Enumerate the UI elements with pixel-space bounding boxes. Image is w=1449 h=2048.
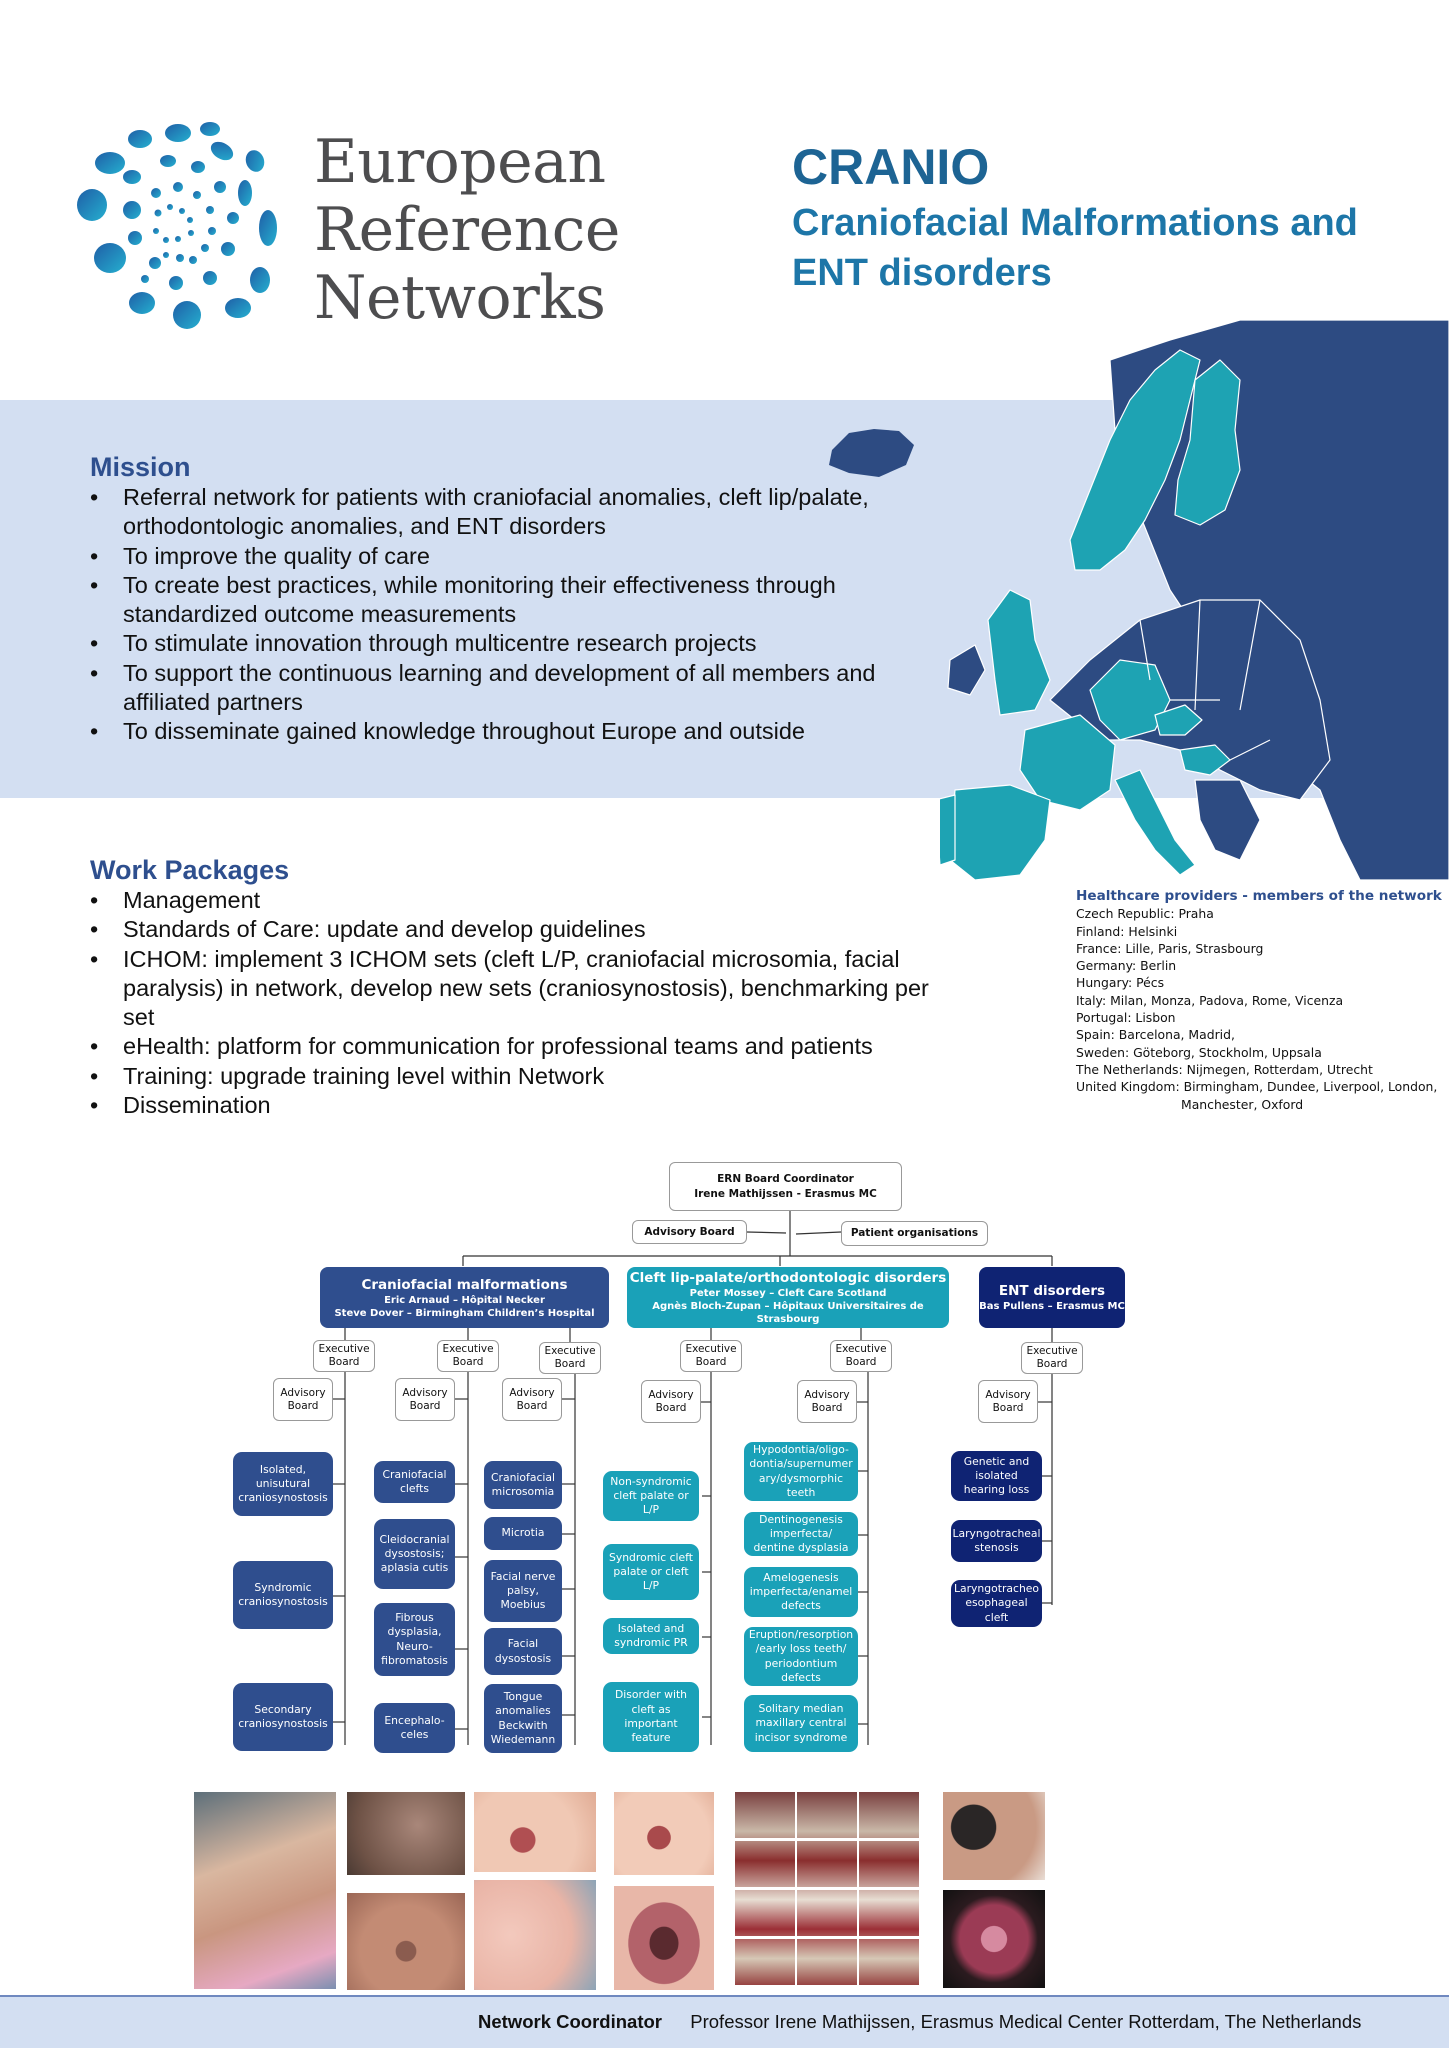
- list-item: • To improve the quality of care: [90, 542, 960, 571]
- leaf-craniofacial-microsomia: Craniofacial microsomia: [484, 1461, 562, 1509]
- leaf-secondary-craniosynostosis: Secondary craniosynostosis: [233, 1683, 333, 1751]
- clinical-photo: [614, 1792, 714, 1875]
- leaf-disorder-with-cleft: Disorder with cleft as important feature: [603, 1682, 699, 1752]
- executive-board-box: Executive Board: [539, 1342, 601, 1374]
- list-item: • To disseminate gained knowledge throughout Europe and outside: [90, 717, 960, 746]
- clinical-photo: [943, 1792, 1045, 1880]
- healthcare-providers-title: Healthcare providers - members of the network: [1076, 888, 1442, 904]
- board-coordinator-box: ERN Board Coordinator Irene Mathijssen - Erasmus MC: [669, 1162, 902, 1211]
- page-title: CRANIO: [792, 139, 990, 195]
- provider-line: Czech Republic: Praha: [1076, 906, 1214, 922]
- executive-board-box: Executive Board: [1021, 1342, 1083, 1374]
- leaf-microtia: Microtia: [484, 1517, 562, 1550]
- clinical-photo: [474, 1880, 596, 1990]
- page-subtitle: Craniofacial Malformations and ENT disorders: [792, 202, 1358, 294]
- clinical-photo: [474, 1792, 596, 1872]
- leaf-dentinogenesis: Dentinogenesis imperfecta/ dentine dysplasia: [744, 1512, 858, 1556]
- clinical-photo: [614, 1886, 714, 1990]
- provider-line: Finland: Helsinki: [1076, 923, 1178, 939]
- clinical-photo: [347, 1893, 465, 1990]
- executive-board-box: Executive Board: [313, 1340, 375, 1372]
- leaf-craniofacial-clefts: Craniofacial clefts: [374, 1461, 455, 1503]
- leaf-amelogenesis: Amelogenesis imperfecta/enamel defects: [744, 1567, 858, 1617]
- list-item: • To create best practices, while monitoring their effectiveness through standardized outcome measurements: [90, 571, 960, 630]
- provider-line: Sweden: Göteborg, Stockholm, Uppsala: [1076, 1044, 1322, 1060]
- list-item: • To stimulate innovation through multicentre research projects: [90, 629, 960, 658]
- patient-organisations-box: Patient organisations: [841, 1221, 988, 1246]
- list-item: • Referral network for patients with craniofacial anomalies, cleft lip/palate, orthodontologic anomalies, and ENT disorders: [90, 483, 960, 542]
- clinical-photo: [733, 1792, 919, 1988]
- footer-text: Professor Irene Mathijssen, Erasmus Medical Center Rotterdam, The Netherlands: [690, 2011, 1362, 2032]
- footer-label: Network Coordinator: [478, 2011, 662, 2032]
- provider-line: The Netherlands: Nijmegen, Rotterdam, Utrecht: [1076, 1061, 1373, 1077]
- cleft-header: Cleft lip-palate/orthodontologic disorders Peter Mossey – Cleft Care Scotland Agnès Bloch-Zupan – Hôpitaux Universitaires de Strasbourg: [627, 1267, 949, 1328]
- leaf-eruption-resorption: Eruption/resorption /early loss teeth/ periodontium defects: [744, 1627, 858, 1686]
- clinical-photo: [347, 1792, 465, 1875]
- advisory-board-box: Advisory Board: [395, 1378, 455, 1421]
- leaf-fibrous-dysplasia: Fibrous dysplasia, Neuro-fibromatosis: [374, 1603, 455, 1676]
- leaf-encephaloceles: Encephalo-celes: [374, 1703, 455, 1753]
- list-item: • eHealth: platform for communication for professional teams and patients: [90, 1032, 960, 1061]
- leaf-genetic-hearing-loss: Genetic and isolated hearing loss: [951, 1451, 1042, 1501]
- executive-board-box: Executive Board: [680, 1340, 742, 1372]
- leaf-laryngotracheal-stenosis: Laryngotracheal stenosis: [951, 1520, 1042, 1562]
- leaf-hypodontia: Hypodontia/oligo-dontia/supernumer ary/dysmorphic teeth: [744, 1442, 858, 1501]
- mission-title: Mission: [90, 452, 191, 482]
- provider-line: Portugal: Lisbon: [1076, 1010, 1176, 1026]
- list-item: • Training: upgrade training level within Network: [90, 1062, 960, 1091]
- provider-line: Manchester, Oxford: [1181, 1096, 1304, 1112]
- advisory-board-box: Advisory Board: [502, 1378, 562, 1421]
- clinical-photo: [943, 1890, 1045, 1988]
- work-packages-title: Work Packages: [90, 855, 290, 885]
- advisory-board-box: Advisory Board: [797, 1380, 857, 1423]
- leaf-cleidocranial: Cleidocranial dysostosis; aplasia cutis: [374, 1519, 455, 1589]
- executive-board-box: Executive Board: [830, 1340, 892, 1372]
- leaf-syndromic-cleft: Syndromic cleft palate or cleft L/P: [603, 1544, 699, 1600]
- craniofacial-header: Craniofacial malformations Eric Arnaud – Hôpital Necker Steve Dover – Birmingham Children’s Hospital: [320, 1267, 609, 1328]
- provider-line: Spain: Barcelona, Madrid,: [1076, 1027, 1235, 1043]
- list-item: • Dissemination: [90, 1091, 960, 1120]
- executive-board-box: Executive Board: [437, 1340, 499, 1372]
- list-item: • To support the continuous learning and development of all members and affiliated partners: [90, 659, 960, 718]
- list-item: • ICHOM: implement 3 ICHOM sets (cleft L/P, craniofacial microsomia, facial paralysis) in network, develop new sets (craniosynostosis), benchmarking per set: [90, 945, 960, 1033]
- provider-line: France: Lille, Paris, Strasbourg: [1076, 940, 1264, 956]
- list-item: • Standards of Care: update and develop guidelines: [90, 915, 960, 944]
- leaf-syndromic-craniosynostosis: Syndromic craniosynostosis: [233, 1561, 333, 1629]
- leaf-facial-nerve-palsy: Facial nerve palsy, Moebius: [484, 1560, 562, 1622]
- footer: [478, 2011, 1361, 2033]
- ent-header: ENT disorders Bas Pullens – Erasmus MC: [979, 1267, 1125, 1328]
- provider-line: Hungary: Pécs: [1076, 975, 1165, 991]
- leaf-solitary-incisor: Solitary median maxillary central incisor syndrome: [744, 1695, 858, 1752]
- advisory-board-top-box: Advisory Board: [632, 1220, 747, 1244]
- leaf-facial-dysostosis: Facial dysostosis: [484, 1628, 562, 1675]
- leaf-non-syndromic-cleft: Non-syndromic cleft palate or L/P: [603, 1471, 699, 1521]
- leaf-isolated-craniosynostosis: Isolated, unisutural craniosynostosis: [233, 1452, 333, 1516]
- clinical-photo: [194, 1792, 336, 1989]
- advisory-board-box: Advisory Board: [978, 1380, 1038, 1423]
- ern-logo-text: European Reference Networks: [314, 127, 620, 333]
- leaf-tongue-anomalies: Tongue anomalies Beckwith Wiedemann: [484, 1684, 562, 1753]
- provider-line: Germany: Berlin: [1076, 958, 1177, 974]
- leaf-laryngotracheo-cleft: Laryngotracheo esophageal cleft: [951, 1580, 1042, 1627]
- list-item: • Management: [90, 886, 960, 915]
- advisory-board-box: Advisory Board: [641, 1380, 701, 1423]
- provider-line: United Kingdom: Birmingham, Dundee, Liverpool, London,: [1076, 1079, 1438, 1095]
- advisory-board-box: Advisory Board: [273, 1378, 333, 1421]
- leaf-isolated-pr: Isolated and syndromic PR: [603, 1618, 699, 1654]
- provider-line: Italy: Milan, Monza, Padova, Rome, Vicenza: [1076, 992, 1344, 1008]
